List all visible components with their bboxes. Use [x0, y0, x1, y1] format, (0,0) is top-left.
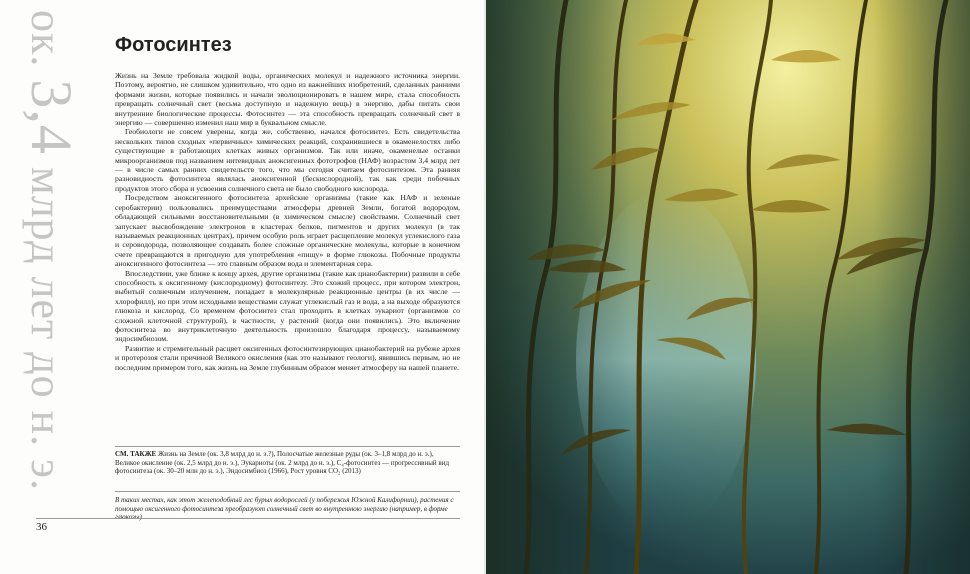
see-also	[115, 446, 460, 476]
paragraph: Развитие и стремительный расцвет оксигенных фотосинтезирующих цианобактерий на рубеже архея и протерозоя стали причиной Великого окисления (как это называют геологи), явившись первым, но не последним примером того, как жизнь на Земле глубинным образом меняет атмосферу на нашей планете.	[115, 343, 460, 372]
page-rule	[36, 518, 460, 519]
paragraph: Впоследствии, уже ближе к концу архея, другие организмы (такие как цианобактерии) развили в себе способность к оксигенному (кислородному) фотосинтезу. Это схожий процесс, при котором электрон, выбитый солнечным излучением, попадает в молекулярные реакционные центры (в их числе — хлорофилл), но при этом исходными веществами служат углекислый газ и вода, а на выходе образуются глюкоза и кислород. Со временем фотосинтез стал проходить в клетках эукариот (организмов со сложной клеточной структурой), в частности, у растений (когда они появились). Это включение фотосинтеза во внутриклеточную деятельность произошло благодаря процессу, называемому эндосимбиозом.	[115, 268, 460, 344]
paragraph: Геобиологи не совсем уверены, когда же, собственно, начался фотосинтез. Есть свидетельства нескольких типов сходных «первичных» химических реакций, сохранившиеся в окаменелостях либо существующие в работающих клетках живых организмов. Так или иначе, окаменелые останки микроорганизмов под названием нитевидных аноксигенных фототрофов (НАФ) возрастом 3,4 млрд лет — в числе самых ранних свидетельств того, что мы сегодня считаем фотосинтезом. Эта ранняя разновидность фотосинтеза являлась аноксигенной (бескислородной), так как среди побочных продуктов этого сбора и усвоения солнечного света не было свободного кислорода.	[115, 127, 460, 193]
photo-caption: В таких местах, как этот желеподобный лес бурых водорослей (у побережья Южной Калифорнии), растения с помощью оксигенного фотосинтеза преобразуют солнечный свет во внутреннюю энергию (например, в форме глюкозы).	[115, 491, 460, 522]
article-title: Фотосинтез	[115, 34, 232, 56]
date-banner-text	[19, 9, 86, 490]
date-prefix: ок.	[22, 9, 72, 67]
date-banner	[19, 9, 85, 491]
kelp-forest-image	[486, 0, 970, 574]
left-page	[0, 0, 484, 574]
kelp-forest-photo	[486, 0, 970, 574]
see-also-label: СМ. ТАКЖЕ	[115, 450, 157, 458]
paragraph: Жизнь на Земле требовала жидкой воды, органических молекул и надежного источника энергии. Поэтому, вероятно, не слишком удивительно, что одно из важнейших изобретений, сделанных ранними формами жизни, которые появились и начали эволюционировать в нашем мире, стала способность превращать солнечный свет (весьма доступную и надежную вещь) в энергию, дабы питать свои внутренние биологические процессы. Фотосинтез — эта способность превращать солнечный свет в энергию — совершенно изменил наш мир в буквальном смысле.	[115, 71, 460, 128]
see-also-text: Жизнь на Земле (ок. 3,8 млрд до н. э.?), Полосчатые железные руды (ок. 3–1,8 млрд до н. э.), Великое окисление (ок. 2,5 млрд до н. э.), Эукариоты (ок. 2 млрд до н. э.), C₄-фотосинтез — прогрессивный вид фотосинтеза (ок. 30–20 млн до н. э.), Эндосимбиоз (1966), Рост уровня CO₂ (2013)	[115, 450, 450, 476]
date-suffix: млрд лет до н. э.	[22, 166, 72, 491]
page-number: 36	[36, 521, 47, 533]
paragraph: Посредством аноксигенного фотосинтеза архейские организмы (такие как НАФ и зеленые серобактерии) пользовались преимуществами атмосферы древней Земли, богатой водородом, обладающей сильными восстановительными (в химическом смысле) свойствами. Солнечный свет запускает высвобождение электронов в кластерах белков, пигментов и других молекул (в так называемых реакционных центрах), причем особую роль играет расщепление молекул углекислого газа и сероводорода, позволяющее создавать более сложные органические молекулы, которые в конечном счете превращаются в пригодную для употребления «пищу» в форме глюкозы. Побочные продукты аноксигенного фотосинтеза — это главным образом вода и элементарная сера.	[115, 193, 460, 269]
article-body	[115, 71, 460, 372]
date-value: 3,4	[19, 78, 85, 155]
